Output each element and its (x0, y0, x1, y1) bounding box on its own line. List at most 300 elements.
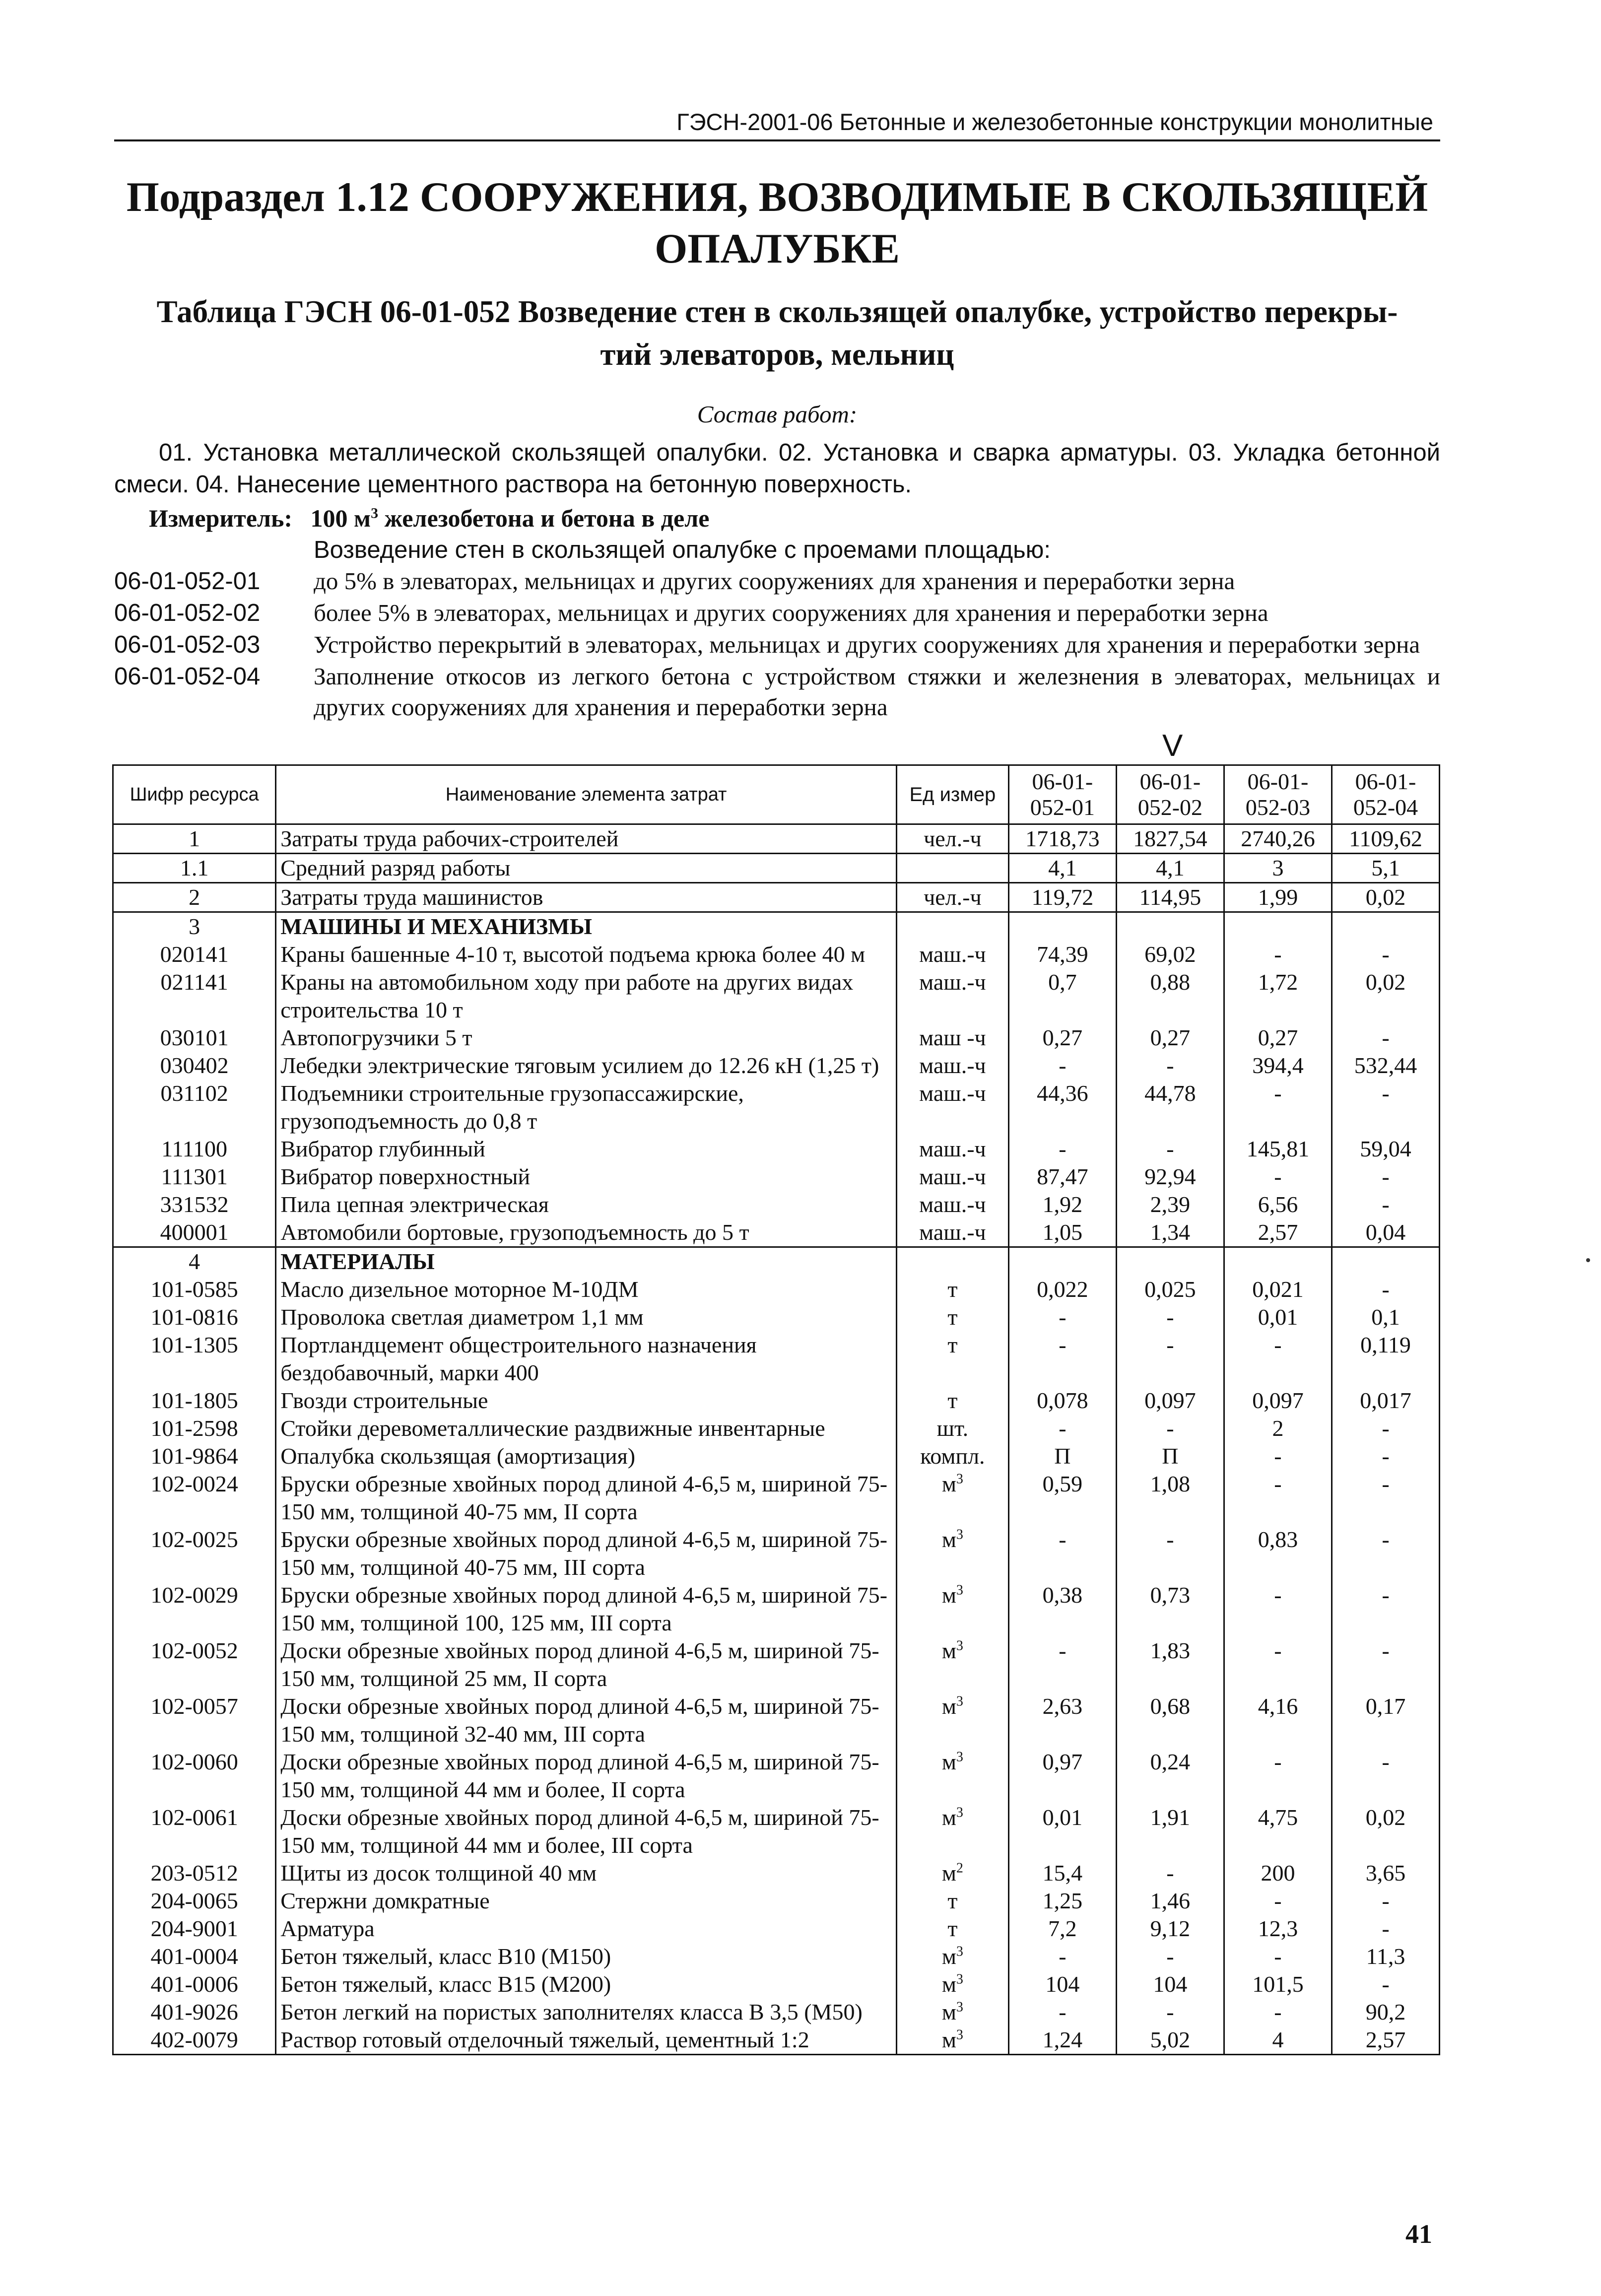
cell-v3: - (1224, 1998, 1332, 2026)
cell-code: 204-9001 (113, 1915, 276, 1943)
cell-v2 (1116, 1247, 1224, 1276)
cell-v3: 4,75 (1224, 1804, 1332, 1859)
variant-desc: до 5% в элеваторах, мельницах и других сооружениях для хранения и переработки зерна (314, 567, 1235, 595)
cell-unit (896, 912, 1008, 941)
cell-v1: - (1008, 1943, 1116, 1970)
cell-code: 400001 (113, 1218, 276, 1247)
composition-text: 01. Установка металлической скользящей опалубки. 02. Установка и сварка арматуры. 03. Укладка бетонной смеси. 04. Нанесение цементного раствора на бетонную поверхность. (114, 439, 1440, 498)
cell-name: Краны башенные 4-10 т, высотой подъема крюка более 40 м (276, 941, 897, 968)
cell-code: 111100 (113, 1135, 276, 1163)
cell-v1: 0,01 (1008, 1804, 1116, 1859)
variants-subheading: Возведение стен в скользящей опалубке с проемами площадью: (314, 537, 1051, 563)
cell-v4 (1332, 1247, 1439, 1276)
cell-v1: 7,2 (1008, 1915, 1116, 1943)
cell-v1: 0,022 (1008, 1276, 1116, 1303)
cell-v3: 0,01 (1224, 1303, 1332, 1331)
unit-text: м (941, 1749, 956, 1774)
cell-v2: - (1116, 1303, 1224, 1331)
cell-name: Затраты труда машинистов (276, 883, 897, 912)
cell-v3: 2,57 (1224, 1218, 1332, 1247)
variant-code: 06-01-052-01 (114, 568, 261, 595)
cell-v2 (1116, 912, 1224, 941)
cell-code: 021141 (113, 968, 276, 1024)
cell-v4: - (1332, 1526, 1439, 1581)
cell-v1: 1718,73 (1008, 824, 1116, 854)
cell-v2: 4,1 (1116, 854, 1224, 883)
table-row (113, 912, 1440, 941)
cell-code: 4 (113, 1247, 276, 1276)
cell-code: 102-0060 (113, 1748, 276, 1804)
cell-v4: 11,3 (1332, 1943, 1439, 1970)
cell-v3: 2740,26 (1224, 824, 1332, 854)
cell-code: 102-0057 (113, 1692, 276, 1748)
cell-name: Арматура (276, 1915, 897, 1943)
cell-v3: - (1224, 1163, 1332, 1191)
unit-superscript: 3 (956, 1805, 963, 1821)
cell-unit (896, 1415, 1008, 1442)
cell-v3: 394,4 (1224, 1052, 1332, 1080)
cell-v2: - (1116, 1998, 1224, 2026)
cell-unit (896, 1052, 1008, 1080)
cell-v4: 5,1 (1332, 854, 1439, 883)
cell-v4: 0,04 (1332, 1218, 1439, 1247)
cell-v1: 0,078 (1008, 1387, 1116, 1415)
cell-v1: 119,72 (1008, 883, 1116, 912)
cell-v2: 0,025 (1116, 1276, 1224, 1303)
unit-superscript: 2 (956, 1860, 963, 1876)
cell-unit (896, 1887, 1008, 1915)
cell-unit (896, 2026, 1008, 2055)
cell-v1: - (1008, 1415, 1116, 1442)
cell-unit (896, 968, 1008, 1024)
composition-heading: Состав работ: (697, 401, 858, 428)
cell-v2: 114,95 (1116, 883, 1224, 912)
cell-v4: - (1332, 1024, 1439, 1052)
cell-code: 101-1805 (113, 1387, 276, 1415)
cell-v1: 4,1 (1008, 854, 1116, 883)
table-row (113, 1442, 1440, 1470)
cell-name: Бетон тяжелый, класс В15 (М200) (276, 1970, 897, 1998)
cell-name: Бруски обрезные хвойных пород длиной 4-6,5 м, шириной 75-150 мм, толщиной 40-75 мм, II сорта (276, 1470, 897, 1526)
cell-unit (896, 1135, 1008, 1163)
cell-v2: - (1116, 1526, 1224, 1581)
cell-name: Затраты труда рабочих-строителей (276, 824, 897, 854)
cell-v4: - (1332, 1191, 1439, 1218)
cell-name: Бруски обрезные хвойных пород длиной 4-6,5 м, шириной 75-150 мм, толщиной 100, 125 мм, III сорта (276, 1581, 897, 1637)
meter-value-prefix: 100 м (310, 504, 371, 532)
table-row (113, 968, 1440, 1024)
cell-v2: 0,73 (1116, 1581, 1224, 1637)
cell-v4: - (1332, 1748, 1439, 1804)
cell-v2: - (1116, 1052, 1224, 1080)
table-row (113, 1303, 1440, 1331)
cell-v4: - (1332, 1276, 1439, 1303)
cell-v3: - (1224, 1748, 1332, 1804)
cell-v3: - (1224, 941, 1332, 968)
cell-v3: 145,81 (1224, 1135, 1332, 1163)
unit-superscript: 3 (956, 1693, 963, 1709)
unit-text: т (947, 1916, 958, 1941)
cell-v1: 0,7 (1008, 968, 1116, 1024)
cell-v2: 1,46 (1116, 1887, 1224, 1915)
cell-v4: 1109,62 (1332, 824, 1439, 854)
cell-v3: - (1224, 1331, 1332, 1387)
cell-v3: 4 (1224, 2026, 1332, 2055)
table-row (113, 1080, 1440, 1135)
cell-v4: - (1332, 1581, 1439, 1637)
cell-unit (896, 1915, 1008, 1943)
cell-v1: - (1008, 1998, 1116, 2026)
variant-code: 06-01-052-04 (114, 663, 261, 690)
cell-unit (896, 1804, 1008, 1859)
variant-desc: Устройство перекрытий в элеваторах, мельницах и других сооружениях для хранения и переработки зерна (314, 631, 1420, 658)
unit-text: маш.-ч (919, 969, 986, 995)
cell-v3: - (1224, 1943, 1332, 1970)
cell-unit (896, 1163, 1008, 1191)
cell-v2: 0,27 (1116, 1024, 1224, 1052)
cell-code: 3 (113, 912, 276, 941)
cell-v4: - (1332, 1080, 1439, 1135)
cell-v2: 0,24 (1116, 1748, 1224, 1804)
cell-v1: 2,63 (1008, 1692, 1116, 1748)
cell-name: Проволока светлая диаметром 1,1 мм (276, 1303, 897, 1331)
cell-v3: - (1224, 1637, 1332, 1692)
handwritten-check-mark: V (1162, 729, 1183, 763)
cell-v4: 0,017 (1332, 1387, 1439, 1415)
cell-unit (896, 1191, 1008, 1218)
cell-name: Пила цепная электрическая (276, 1191, 897, 1218)
table-row (113, 1998, 1440, 2026)
cell-v3: - (1224, 1080, 1332, 1135)
unit-superscript: 3 (956, 1944, 963, 1959)
cell-code: 030402 (113, 1052, 276, 1080)
cell-name: Подъемники строительные грузопассажирские, грузоподъемность до 0,8 т (276, 1080, 897, 1135)
variant-item (114, 661, 1440, 723)
cell-unit (896, 1943, 1008, 1970)
page-number: 41 (1405, 2219, 1432, 2249)
header-variant-1: 06-01-052-01 (1008, 765, 1116, 824)
table-row (113, 1024, 1440, 1052)
cell-v1: П (1008, 1442, 1116, 1470)
variant-desc: более 5% в элеваторах, мельницах и других сооружениях для хранения и переработки зерна (314, 599, 1268, 626)
cell-unit (896, 1387, 1008, 1415)
cell-name: Доски обрезные хвойных пород длиной 4-6,5 м, шириной 75-150 мм, толщиной 44 мм и более, II сорта (276, 1748, 897, 1804)
cell-name: Портландцемент общестроительного назначения бездобавочный, марки 400 (276, 1331, 897, 1387)
cell-v1: 104 (1008, 1970, 1116, 1998)
cell-v4: 532,44 (1332, 1052, 1439, 1080)
cell-v4: - (1332, 1470, 1439, 1526)
cell-v4: - (1332, 1163, 1439, 1191)
cell-name: Вибратор поверхностный (276, 1163, 897, 1191)
unit-text: м (941, 1471, 956, 1496)
cell-code: 102-0061 (113, 1804, 276, 1859)
cell-v2: 1,34 (1116, 1218, 1224, 1247)
cell-v1: - (1008, 1135, 1116, 1163)
cell-unit (896, 883, 1008, 912)
table-row (113, 1859, 1440, 1887)
cell-v4: - (1332, 1415, 1439, 1442)
header-variant-3: 06-01-052-03 (1224, 765, 1332, 824)
cell-v4: 90,2 (1332, 1998, 1439, 2026)
cell-v2: - (1116, 1859, 1224, 1887)
cell-unit (896, 1998, 1008, 2026)
cell-v1: 1,25 (1008, 1887, 1116, 1915)
cell-unit (896, 1970, 1008, 1998)
cell-v1 (1008, 912, 1116, 941)
variant-desc: Заполнение откосов из легкого бетона с устройством стяжки и железнения в элеваторах, мельницах и других сооружениях для хранения и переработки зерна (314, 663, 1440, 721)
cell-unit (896, 1637, 1008, 1692)
table-row (113, 1692, 1440, 1748)
resource-table (112, 764, 1440, 2055)
cell-unit (896, 1859, 1008, 1887)
cell-v1: 1,24 (1008, 2026, 1116, 2055)
unit-text: т (947, 1388, 958, 1413)
cell-v3: 0,27 (1224, 1024, 1332, 1052)
table-row (113, 1887, 1440, 1915)
variant-code: 06-01-052-02 (114, 600, 261, 626)
cell-unit (896, 1581, 1008, 1637)
cell-unit (896, 1247, 1008, 1276)
cell-name: МАТЕРИАЛЫ (276, 1247, 897, 1276)
unit-text: м (941, 1971, 956, 1997)
cell-name: Масло дизельное моторное М-10ДМ (276, 1276, 897, 1303)
cell-v3: 1,72 (1224, 968, 1332, 1024)
unit-text: м (941, 1860, 956, 1886)
variant-item (114, 566, 1440, 597)
table-row (113, 1943, 1440, 1970)
unit-text: маш.-ч (919, 1164, 986, 1189)
cell-v4 (1332, 912, 1439, 941)
cell-name: Стойки деревометаллические раздвижные инвентарные (276, 1415, 897, 1442)
meter-value-suffix: железобетона и бетона в деле (378, 504, 710, 532)
cell-v2: 69,02 (1116, 941, 1224, 968)
cell-v2: 1827,54 (1116, 824, 1224, 854)
table-row (113, 1276, 1440, 1303)
table-row (113, 824, 1440, 854)
cell-v3: 4,16 (1224, 1692, 1332, 1748)
cell-name: Щиты из досок толщиной 40 мм (276, 1859, 897, 1887)
cell-code: 402-0079 (113, 2026, 276, 2055)
cell-v2: П (1116, 1442, 1224, 1470)
table-row (113, 1915, 1440, 1943)
cell-v1: 74,39 (1008, 941, 1116, 968)
cell-v3 (1224, 912, 1332, 941)
table-body (113, 824, 1440, 2055)
cell-v3: 2 (1224, 1415, 1332, 1442)
cell-name: Доски обрезные хвойных пород длиной 4-6,5 м, шириной 75-150 мм, толщиной 25 мм, II сорта (276, 1637, 897, 1692)
cell-v2: 104 (1116, 1970, 1224, 1998)
cell-name: Бруски обрезные хвойных пород длиной 4-6,5 м, шириной 75-150 мм, толщиной 40-75 мм, III сорта (276, 1526, 897, 1581)
cell-v4: - (1332, 1970, 1439, 1998)
cell-unit (896, 854, 1008, 883)
cell-code: 101-2598 (113, 1415, 276, 1442)
cell-v4: 0,02 (1332, 1804, 1439, 1859)
cell-v1 (1008, 1247, 1116, 1276)
cell-v2: 0,88 (1116, 968, 1224, 1024)
table-header-row (113, 765, 1440, 824)
table-title (114, 290, 1440, 376)
cell-v4: 0,1 (1332, 1303, 1439, 1331)
unit-superscript: 3 (956, 2027, 963, 2043)
cell-code: 030101 (113, 1024, 276, 1052)
table-row (113, 1163, 1440, 1191)
cell-v3: 0,097 (1224, 1387, 1332, 1415)
cell-v2: 1,08 (1116, 1470, 1224, 1526)
cell-name: Бетон тяжелый, класс В10 (М150) (276, 1943, 897, 1970)
cell-unit (896, 1470, 1008, 1526)
cell-code: 101-9864 (113, 1442, 276, 1470)
table-row (113, 1135, 1440, 1163)
cell-v3: 101,5 (1224, 1970, 1332, 1998)
table-row (113, 2026, 1440, 2055)
table-title-line2: тий элеваторов, мельниц (600, 337, 954, 372)
cell-v1: 0,97 (1008, 1748, 1116, 1804)
table-row (113, 1748, 1440, 1804)
table-row (113, 1191, 1440, 1218)
unit-superscript: 3 (956, 1749, 963, 1765)
cell-name: Доски обрезные хвойных пород длиной 4-6,5 м, шириной 75-150 мм, толщиной 44 мм и более, III сорта (276, 1804, 897, 1859)
cell-v3: - (1224, 1442, 1332, 1470)
cell-v3: 200 (1224, 1859, 1332, 1887)
cell-code: 1 (113, 824, 276, 854)
cell-v2: 0,097 (1116, 1387, 1224, 1415)
cell-code: 102-0052 (113, 1637, 276, 1692)
cell-v4: - (1332, 1887, 1439, 1915)
unit-superscript: 3 (956, 1638, 963, 1654)
header-name: Наименование элемента затрат (276, 765, 897, 824)
cell-v3: - (1224, 1470, 1332, 1526)
unit-text: т (947, 1332, 958, 1357)
table-row (113, 1804, 1440, 1859)
cell-v3: 0,83 (1224, 1526, 1332, 1581)
cell-code: 401-9026 (113, 1998, 276, 2026)
cell-name: Доски обрезные хвойных пород длиной 4-6,5 м, шириной 75-150 мм, толщиной 32-40 мм, III сорта (276, 1692, 897, 1748)
table-row (113, 1331, 1440, 1387)
cell-unit (896, 1748, 1008, 1804)
cell-code: 102-0024 (113, 1470, 276, 1526)
cell-name: Автопогрузчики 5 т (276, 1024, 897, 1052)
table-row (113, 1218, 1440, 1247)
cell-v1: 0,27 (1008, 1024, 1116, 1052)
cell-code: 111301 (113, 1163, 276, 1191)
cell-v4: 0,119 (1332, 1331, 1439, 1387)
cell-v2: - (1116, 1943, 1224, 1970)
table-row (113, 941, 1440, 968)
header-variant-4: 06-01-052-04 (1332, 765, 1439, 824)
table-row (113, 1581, 1440, 1637)
cell-v3: - (1224, 1887, 1332, 1915)
margin-dot (1586, 1258, 1590, 1262)
cell-unit (896, 1331, 1008, 1387)
unit-text: м (941, 1693, 956, 1719)
unit-superscript: 3 (956, 1582, 963, 1598)
cell-v1: - (1008, 1052, 1116, 1080)
unit-text: м (941, 1582, 956, 1608)
cell-name: Средний разряд работы (276, 854, 897, 883)
unit-text: м (941, 1944, 956, 1969)
variant-item (114, 598, 1440, 628)
cell-v4: 0,02 (1332, 883, 1439, 912)
variant-item (114, 629, 1440, 660)
cell-unit (896, 941, 1008, 968)
cell-name: Краны на автомобильном ходу при работе на других видах строительства 10 т (276, 968, 897, 1024)
unit-text: маш.-ч (919, 1136, 986, 1161)
unit-superscript: 3 (956, 1971, 963, 1987)
table-title-line1: Таблица ГЭСН 06-01-052 Возведение стен в скользящей опалубке, устройство перекры- (156, 294, 1398, 329)
cell-unit (896, 1276, 1008, 1303)
cell-v3: - (1224, 1581, 1332, 1637)
unit-text: шт. (936, 1416, 969, 1441)
cell-unit (896, 1442, 1008, 1470)
section-title: Подраздел 1.12 СООРУЖЕНИЯ, ВОЗВОДИМЫЕ В СКОЛЬЗЯЩЕЙ ОПАЛУБКЕ (126, 174, 1428, 272)
cell-v2: 44,78 (1116, 1080, 1224, 1135)
unit-text: маш.-ч (919, 1053, 986, 1078)
unit-text: м (941, 1805, 956, 1830)
cell-v3: 3 (1224, 854, 1332, 883)
unit-superscript: 3 (956, 1999, 963, 2015)
cell-code: 1.1 (113, 854, 276, 883)
cell-code: 204-0065 (113, 1887, 276, 1915)
cell-v4: 0,17 (1332, 1692, 1439, 1748)
cell-v3 (1224, 1247, 1332, 1276)
unit-text: т (947, 1304, 958, 1330)
cell-name: Раствор готовый отделочный тяжелый, цементный 1:2 (276, 2026, 897, 2055)
cell-code: 101-0585 (113, 1276, 276, 1303)
unit-text: м (941, 1527, 956, 1552)
cell-v2: - (1116, 1135, 1224, 1163)
unit-superscript: 3 (956, 1471, 963, 1487)
cell-v3: 1,99 (1224, 883, 1332, 912)
cell-code: 101-0816 (113, 1303, 276, 1331)
cell-name: Лебедки электрические тяговым усилием до 12.26 кН (1,25 т) (276, 1052, 897, 1080)
cell-v2: - (1116, 1415, 1224, 1442)
variant-code: 06-01-052-03 (114, 631, 261, 658)
cell-unit (896, 1218, 1008, 1247)
unit-text: чел.-ч (924, 884, 982, 910)
cell-name: Бетон легкий на пористых заполнителях класса В 3,5 (М50) (276, 1998, 897, 2026)
unit-text: маш.-ч (919, 1192, 986, 1217)
cell-v2: 1,83 (1116, 1637, 1224, 1692)
unit-text: маш -ч (919, 1025, 986, 1050)
cell-unit (896, 1692, 1008, 1748)
table-row (113, 1052, 1440, 1080)
table-row (113, 1247, 1440, 1276)
meter-value (311, 504, 710, 532)
cell-v2: 5,02 (1116, 2026, 1224, 2055)
cell-unit (896, 824, 1008, 854)
cell-v1: - (1008, 1637, 1116, 1692)
cell-v1: - (1008, 1526, 1116, 1581)
meter-value-sup: 3 (371, 505, 379, 522)
unit-text: м (941, 1999, 956, 2025)
cell-v4: - (1332, 1915, 1439, 1943)
table-row (113, 1526, 1440, 1581)
cell-code: 102-0025 (113, 1526, 276, 1581)
cell-v4: - (1332, 1637, 1439, 1692)
cell-v2: - (1116, 1331, 1224, 1387)
header-unit: Ед измер (896, 765, 1008, 824)
cell-code: 020141 (113, 941, 276, 968)
cell-v1: 1,92 (1008, 1191, 1116, 1218)
cell-unit (896, 1024, 1008, 1052)
table-row (113, 1970, 1440, 1998)
header-variant-2: 06-01-052-02 (1116, 765, 1224, 824)
unit-text: м (941, 2027, 956, 2052)
unit-superscript: 3 (956, 1527, 963, 1543)
cell-v1: - (1008, 1303, 1116, 1331)
running-header: ГЭСН-2001-06 Бетонные и железобетонные конструкции монолитные (114, 108, 1440, 141)
unit-text: м (941, 1638, 956, 1663)
